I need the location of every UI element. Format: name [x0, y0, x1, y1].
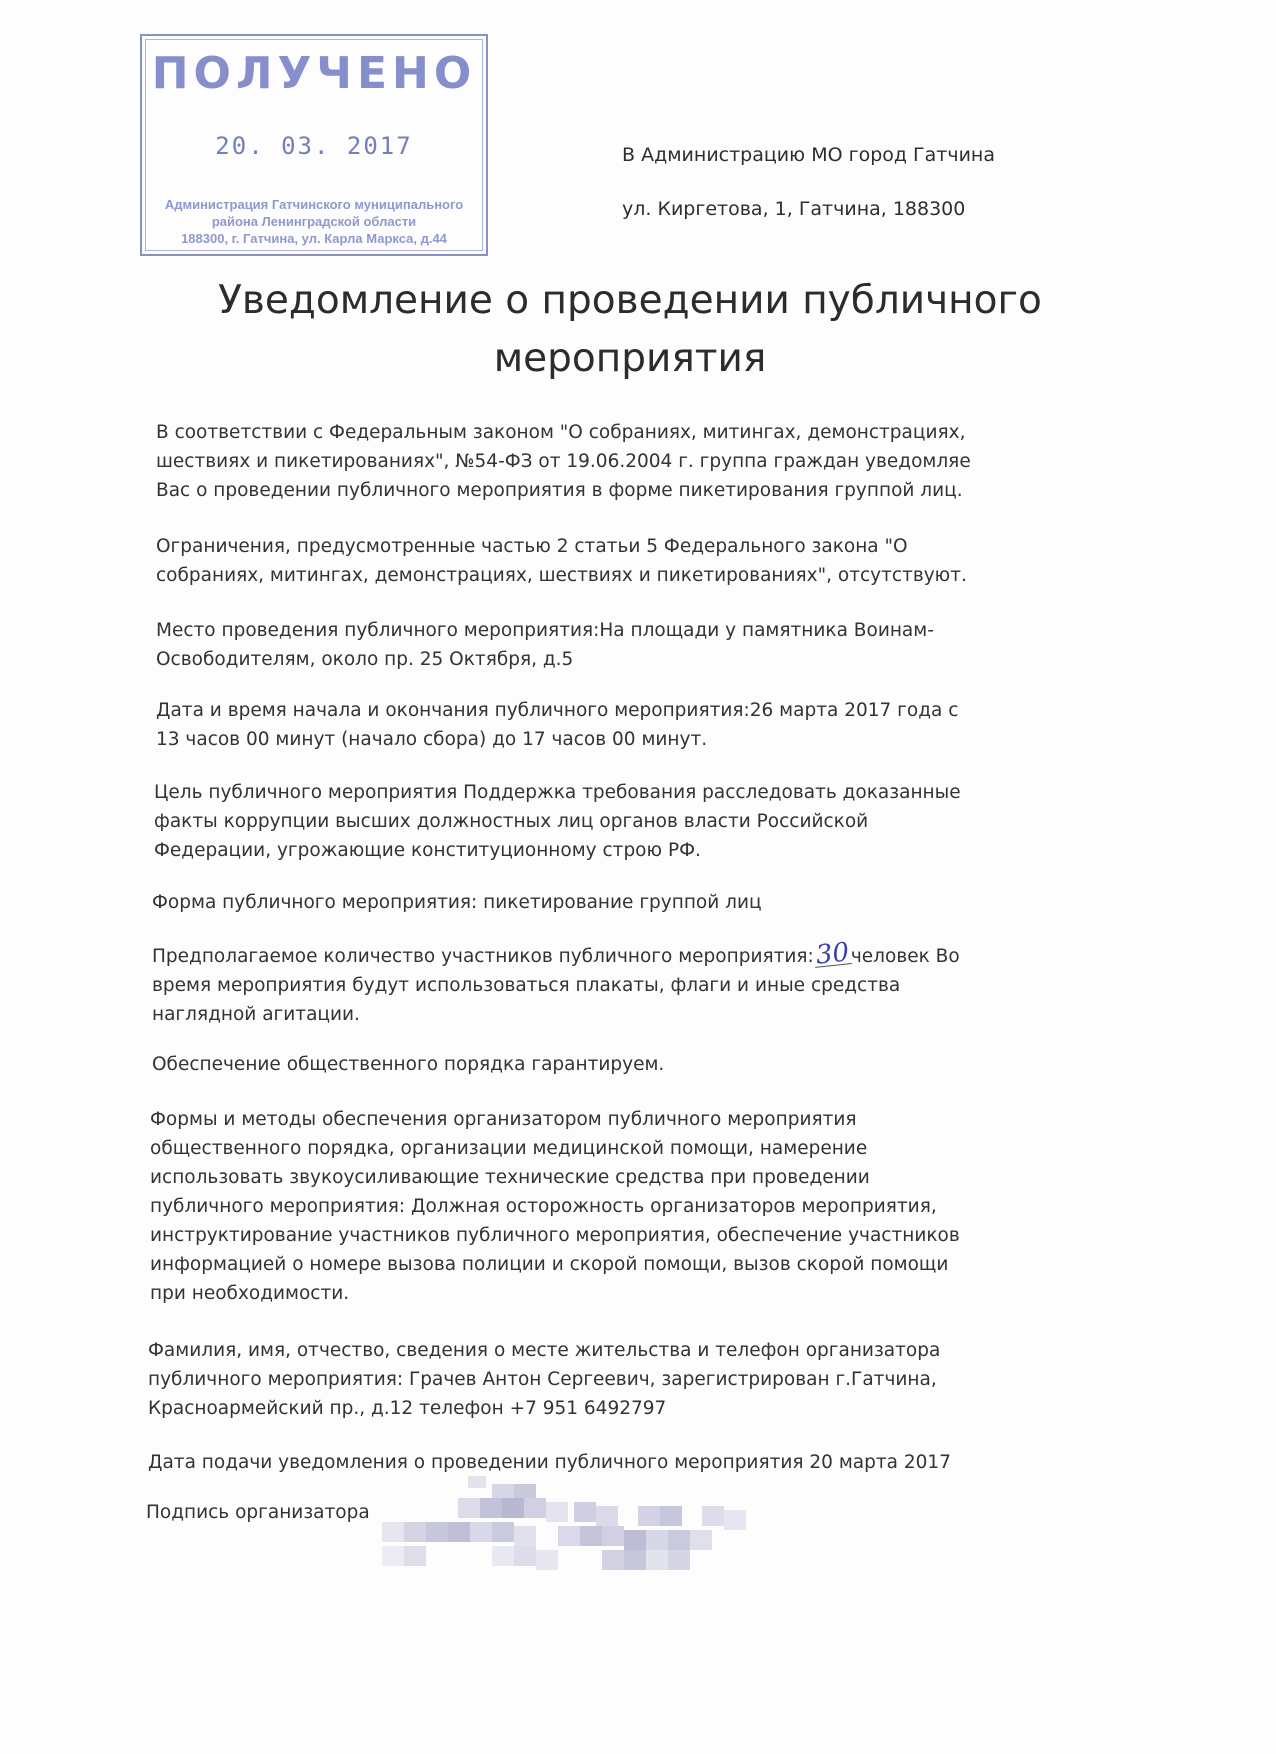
handwritten-participant-count: 30 [814, 937, 851, 971]
pixelated-signature [372, 1476, 802, 1576]
paragraph-methods [150, 1105, 1150, 1308]
text-line: Федерации, угрожающие конституционному строю РФ. [154, 840, 701, 861]
paragraph-legal-basis [156, 418, 1156, 505]
text-line: Место проведения публичного мероприятия:На площади у памятника Воинам- [156, 620, 934, 641]
text-line: Дата и время начала и окончания публичного мероприятия:26 марта 2017 года с [156, 700, 959, 721]
text-line: публичного мероприятия: Грачев Антон Сергеевич, зарегистрирован г.Гатчина, [148, 1369, 937, 1390]
text-segment: человек Во [850, 946, 960, 967]
text-line: публичного мероприятия: Должная осторожность организаторов мероприятия, [150, 1196, 937, 1217]
text-line: инструктирование участников публичного мероприятия, обеспечение участников [150, 1225, 960, 1246]
addressee-recipient: В Администрацию МО город Гатчина [622, 144, 995, 166]
text-line: Форма публичного мероприятия: пикетирование группой лиц [152, 892, 762, 913]
stamp-org-line: района Ленинградской области [211, 214, 417, 229]
document-title [120, 272, 1140, 388]
text-line: Красноармейский пр., д.12 телефон +7 951 6492797 [148, 1398, 667, 1419]
paragraph-purpose [154, 778, 1154, 865]
stamp-org-line: Администрация Гатчинского муниципального [164, 197, 464, 212]
addressee-block [622, 140, 995, 248]
title-line: мероприятия [493, 336, 767, 381]
text-line: Вас о проведении публичного мероприятия в форме пикетирования группой лиц. [156, 480, 963, 501]
title-line: Уведомление о проведении публичного [218, 278, 1042, 323]
text-line: Обеспечение общественного порядка гарантируем. [152, 1054, 665, 1075]
text-line: Фамилия, имя, отчество, сведения о месте жительства и телефон организатора [148, 1340, 941, 1361]
paragraph-restrictions [156, 532, 1156, 590]
text-line: В соответствии с Федеральным законом "О собраниях, митингах, демонстрациях, [156, 422, 966, 443]
paragraph-form [152, 888, 1152, 917]
text-line: шествиях и пикетированиях", №54-ФЗ от 19.06.2004 г. группа граждан уведомляе [156, 451, 971, 472]
text-line: факты коррупции высших должностных лиц органов власти Российской [154, 811, 869, 832]
stamp-org-line: 188300, г. Гатчина, ул. Карла Маркса, д.44 [181, 231, 447, 246]
paragraph-location [156, 616, 1156, 674]
text-line [152, 937, 1152, 971]
paragraph-participants [152, 937, 1152, 1029]
text-segment: Предполагаемое количество участников публичного мероприятия: [152, 946, 814, 967]
text-line: Цель публичного мероприятия Поддержка требования расследовать доказанные [154, 782, 961, 803]
stamp-date: 20. 03. 2017 [215, 132, 413, 160]
paragraph-datetime [156, 696, 1156, 754]
text-line: 13 часов 00 минут (начало сбора) до 17 часов 00 минут. [156, 729, 708, 750]
text-line: наглядной агитации. [152, 1004, 360, 1025]
text-line: время мероприятия будут использоваться плакаты, флаги и иные средства [152, 975, 901, 996]
addressee-address: ул. Киргетова, 1, Гатчина, 188300 [622, 198, 966, 220]
text-line: Ограничения, предусмотренные частью 2 статьи 5 Федерального закона "О [156, 536, 908, 557]
text-line: Подпись организатора [146, 1502, 370, 1523]
signature-mosaic [372, 1476, 802, 1576]
paragraph-order-guarantee [152, 1050, 1152, 1079]
text-line: использовать звукоусиливающие технические средства при проведении [150, 1167, 870, 1188]
text-line: Формы и методы обеспечения организатором публичного мероприятия [150, 1109, 857, 1130]
text-line: информацией о номере вызова полиции и скорой помощи, вызов скорой помощи [150, 1254, 949, 1275]
stamp-organization [152, 196, 476, 247]
received-stamp [140, 34, 488, 256]
stamp-title: ПОЛУЧЕНО [151, 48, 477, 99]
text-line: собраниях, митингах, демонстрациях, шествиях и пикетированиях", отсутствуют. [156, 565, 967, 586]
paragraph-submission-date [148, 1448, 1148, 1477]
text-line: общественного порядка, организации медицинской помощи, намерение [150, 1138, 868, 1159]
text-line: Дата подачи уведомления о проведении публичного мероприятия 20 марта 2017 [148, 1452, 951, 1473]
paragraph-organizer [148, 1336, 1148, 1423]
text-line: при необходимости. [150, 1283, 350, 1304]
text-line: Освободителям, около пр. 25 Октября, д.5 [156, 649, 574, 670]
